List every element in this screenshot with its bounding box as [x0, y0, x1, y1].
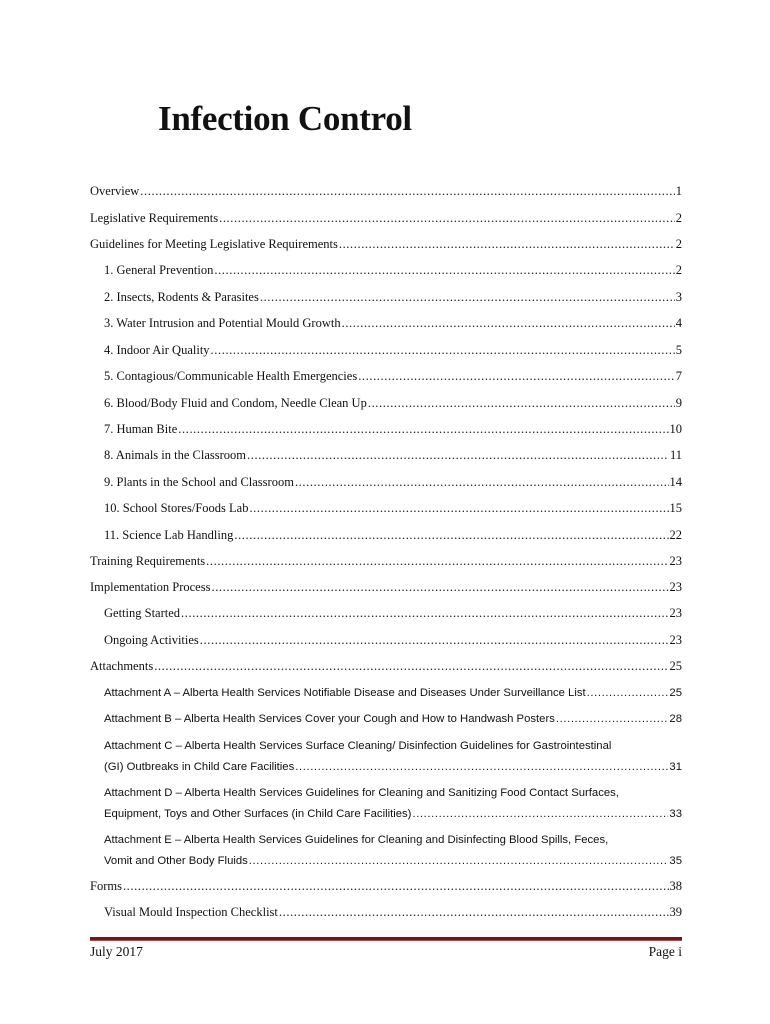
toc-entry-overview[interactable]	[90, 181, 682, 202]
toc-entry-label: Attachment E – Alberta Health Services Guidelines for Cleaning and Disinfecting Blood Spills, Feces,	[104, 834, 609, 846]
toc-entry-label: 4. Indoor Air Quality	[104, 343, 210, 357]
toc-entry-label: Legislative Requirements	[90, 211, 219, 225]
toc-entry-attachment-c[interactable]	[104, 736, 682, 778]
toc-page-number: 9	[675, 396, 682, 410]
toc-entry-label: Attachment A – Alberta Health Services Notifiable Disease and Diseases Under Surveillance List	[104, 687, 586, 699]
toc-page-number: 23	[669, 633, 682, 647]
toc-leader-dots	[339, 234, 675, 255]
toc-entry-legislative-requirements[interactable]	[90, 208, 682, 229]
toc-entry-guidelines[interactable]	[90, 234, 682, 255]
toc-leader-dots	[200, 630, 669, 651]
toc-leader-dots	[260, 287, 675, 308]
toc-leader-dots	[234, 525, 668, 546]
toc-entry-plants-school[interactable]	[104, 472, 682, 493]
toc-entry-human-bite[interactable]	[104, 419, 682, 440]
toc-entry-attachment-a[interactable]	[104, 683, 682, 704]
toc-leader-dots	[140, 181, 674, 202]
toc-page-number: 31	[669, 761, 682, 773]
toc-entry-attachment-b[interactable]	[104, 709, 682, 730]
toc-page-number: 14	[669, 475, 682, 489]
toc-page-number: 23	[669, 554, 682, 568]
toc-entry-contagious-emergencies[interactable]	[104, 366, 682, 387]
toc-leader-dots	[219, 208, 675, 229]
footer-divider	[90, 937, 682, 941]
toc-page-number: 1	[675, 184, 682, 198]
toc-page-number: 22	[669, 528, 682, 542]
toc-page-number: 28	[669, 713, 682, 725]
toc-entry-label: Getting Started	[104, 606, 181, 620]
toc-entry-label: 5. Contagious/Communicable Health Emergencies	[104, 369, 358, 383]
toc-entry-label: 7. Human Bite	[104, 422, 178, 436]
toc-entry-label: Training Requirements	[90, 554, 206, 568]
toc-leader-dots	[214, 260, 674, 281]
toc-entry-label: Visual Mould Inspection Checklist	[104, 905, 278, 919]
toc-leader-dots	[342, 313, 675, 334]
footer-page-number: Page i	[648, 944, 682, 959]
toc-entry-label-continued: Vomit and Other Body Fluids	[104, 855, 248, 867]
toc-entry-blood-body-fluid[interactable]	[104, 393, 682, 414]
toc-entry-label: 11. Science Lab Handling	[104, 528, 234, 542]
toc-leader-dots	[181, 603, 668, 624]
toc-entry-training-requirements[interactable]	[90, 551, 682, 572]
toc-entry-attachments[interactable]	[90, 656, 682, 677]
toc-leader-dots	[587, 683, 669, 704]
toc-page-number: 23	[669, 606, 682, 620]
toc-entry-getting-started[interactable]	[104, 603, 682, 624]
toc-leader-dots	[249, 498, 668, 519]
toc-page-number: 33	[669, 808, 682, 820]
toc-page-number: 4	[675, 316, 682, 330]
toc-page-number: 10	[669, 422, 682, 436]
footer-date: July 2017	[90, 944, 143, 959]
toc-entry-label: 10. School Stores/Foods Lab	[104, 501, 249, 515]
toc-entry-label: Attachments	[90, 659, 154, 673]
toc-entry-label: Guidelines for Meeting Legislative Requirements	[90, 237, 338, 251]
toc-entry-visual-mould-checklist[interactable]	[104, 902, 682, 923]
toc-entry-label: 1. General Prevention	[104, 263, 214, 277]
toc-leader-dots	[178, 419, 668, 440]
toc-page-number: 38	[669, 879, 682, 893]
toc-entry-label-continued: (GI) Outbreaks in Child Care Facilities	[104, 761, 295, 773]
toc-page-number: 35	[669, 855, 682, 867]
toc-leader-dots	[211, 340, 675, 361]
toc-page-number: 3	[675, 290, 682, 304]
toc-leader-dots	[295, 757, 668, 778]
toc-entry-label: 8. Animals in the Classroom	[104, 448, 247, 462]
toc-page-number: 11	[669, 448, 682, 462]
toc-entry-science-lab[interactable]	[104, 525, 682, 546]
toc-entry-label: Ongoing Activities	[104, 633, 199, 647]
toc-entry-general-prevention[interactable]	[104, 260, 682, 281]
toc-leader-dots	[247, 445, 669, 466]
toc-entry-implementation-process[interactable]	[90, 577, 682, 598]
toc-leader-dots	[249, 851, 669, 872]
toc-page-number: 2	[675, 211, 682, 225]
toc-page-number: 25	[669, 659, 682, 673]
toc-page-number: 5	[675, 343, 682, 357]
toc-leader-dots	[556, 709, 669, 730]
toc-page-number: 23	[669, 580, 682, 594]
toc-entry-label: Attachment C – Alberta Health Services Surface Cleaning/ Disinfection Guidelines for Gastrointestinal	[104, 740, 612, 752]
toc-entry-label: Attachment B – Alberta Health Services Cover your Cough and How to Handwash Posters	[104, 713, 555, 725]
toc-entry-animals-classroom[interactable]	[104, 445, 682, 466]
toc-leader-dots	[279, 902, 669, 923]
document-title: Infection Control	[158, 99, 412, 138]
toc-entry-label: Forms	[90, 879, 122, 893]
toc-page-number: 2	[675, 263, 682, 277]
toc-leader-dots	[295, 472, 669, 493]
toc-entry-label-continued: Equipment, Toys and Other Surfaces (in Child Care Facilities)	[104, 808, 412, 820]
toc-leader-dots	[412, 804, 668, 825]
toc-entry-ongoing-activities[interactable]	[104, 630, 682, 651]
toc-leader-dots	[154, 656, 668, 677]
toc-entry-label: 6. Blood/Body Fluid and Condom, Needle Clean Up	[104, 396, 367, 410]
toc-entry-label: 2. Insects, Rodents & Parasites	[104, 290, 259, 304]
toc-entry-water-intrusion[interactable]	[104, 313, 682, 334]
toc-entry-label: Attachment D – Alberta Health Services Guidelines for Cleaning and Sanitizing Food Contact Surfaces,	[104, 787, 619, 799]
toc-leader-dots	[368, 393, 675, 414]
toc-entry-label: Implementation Process	[90, 580, 211, 594]
toc-page-number: 25	[669, 687, 682, 699]
toc-page-number: 7	[675, 369, 682, 383]
toc-leader-dots	[358, 366, 675, 387]
toc-leader-dots	[123, 876, 669, 897]
toc-page-number: 15	[669, 501, 682, 515]
toc-entry-attachment-d[interactable]	[104, 783, 682, 825]
toc-page-number: 39	[669, 905, 682, 919]
toc-entry-label: Overview	[90, 184, 140, 198]
toc-entry-forms[interactable]	[90, 876, 682, 897]
toc-entry-insects-rodents[interactable]	[104, 287, 682, 308]
toc-leader-dots	[211, 577, 668, 598]
toc-entry-label: 3. Water Intrusion and Potential Mould Growth	[104, 316, 341, 330]
toc-leader-dots	[206, 551, 668, 572]
toc-entry-indoor-air-quality[interactable]	[104, 340, 682, 361]
toc-entry-label: 9. Plants in the School and Classroom	[104, 475, 294, 489]
toc-entry-school-stores[interactable]	[104, 498, 682, 519]
toc-entry-attachment-e[interactable]	[104, 830, 682, 872]
toc-page-number: 2	[675, 237, 682, 251]
